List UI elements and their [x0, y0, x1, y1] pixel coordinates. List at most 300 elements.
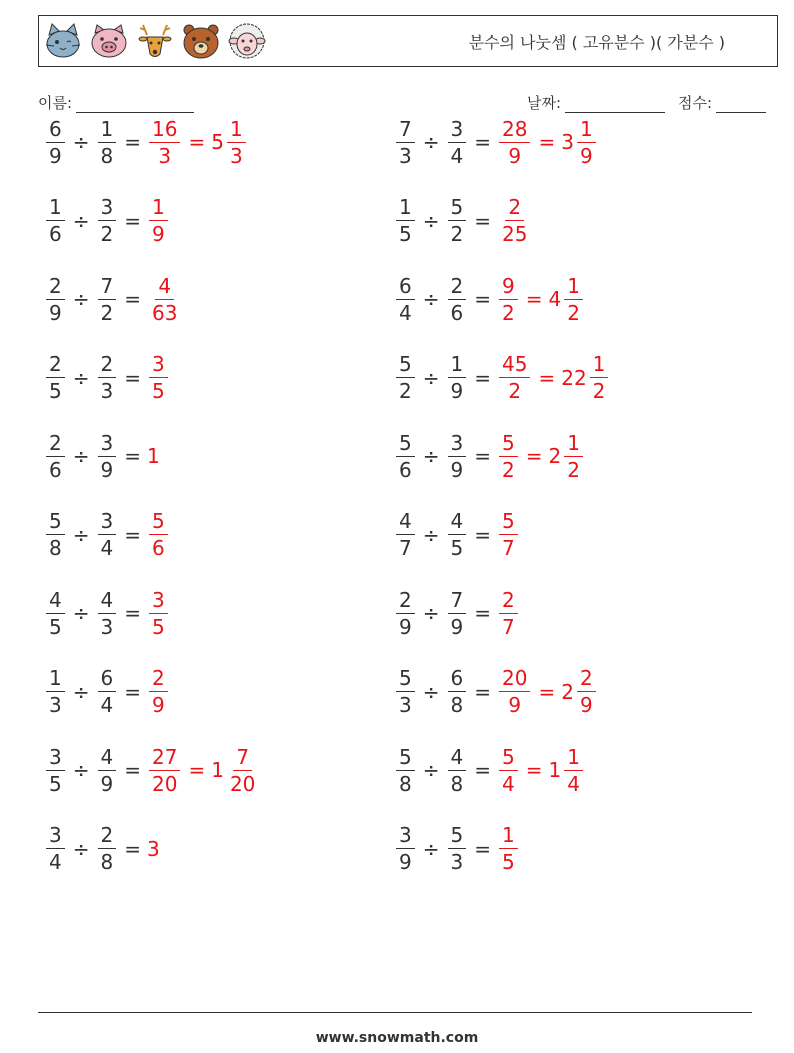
answer-fraction [499, 116, 530, 168]
dividend-fraction [46, 197, 65, 244]
numerator: 3 [46, 825, 65, 849]
dividend-fraction [46, 744, 65, 796]
numerator: 3 [448, 119, 467, 143]
problem-item [44, 583, 170, 643]
numerator: 7 [233, 747, 252, 771]
denominator: 5 [49, 379, 62, 403]
denominator: 2 [502, 457, 515, 482]
divisor-fraction [448, 197, 467, 244]
name-field [38, 92, 194, 113]
equals-sign: = [538, 679, 556, 704]
numerator: 6 [448, 668, 467, 692]
denominator: 5 [502, 850, 515, 874]
mixed-fraction [227, 744, 258, 796]
answer [147, 668, 170, 715]
problem-item [44, 505, 170, 565]
divisor-fraction [448, 511, 467, 558]
divide-sign: ÷ [72, 836, 90, 861]
dividend-fraction [46, 273, 65, 325]
problem-item [394, 191, 532, 251]
equals-sign: = [124, 287, 141, 311]
answer [497, 511, 520, 558]
worksheet-header [38, 15, 778, 67]
problem-item [44, 426, 160, 486]
numerator: 1 [564, 747, 583, 771]
answer-integer: 1 [147, 444, 160, 468]
divisor-fraction [448, 116, 467, 168]
denominator: 7 [502, 614, 515, 639]
answer [497, 197, 532, 244]
numerator: 1 [227, 119, 246, 143]
numerator: 2 [396, 590, 415, 614]
numerator: 4 [98, 590, 117, 614]
denominator: 8 [49, 536, 62, 560]
answer [147, 273, 182, 325]
dividend-fraction [396, 116, 415, 168]
numerator: 6 [98, 668, 117, 692]
cat-icon [43, 21, 83, 61]
date-blank[interactable] [565, 96, 665, 113]
equals-sign: = [124, 836, 141, 861]
equals-sign: = [474, 522, 491, 547]
worksheet-title: 분수의 나눗셈 ( 고유분수 )( 가분수 ) [468, 33, 725, 52]
numerator: 4 [448, 511, 467, 535]
numerator: 1 [149, 197, 168, 221]
denominator: 5 [152, 379, 165, 403]
divide-sign: ÷ [422, 444, 440, 468]
numerator: 28 [499, 119, 530, 143]
numerator: 2 [505, 197, 524, 221]
answer [497, 430, 585, 482]
problem-item [394, 740, 585, 800]
numerator: 4 [98, 747, 117, 771]
problem-item [44, 269, 182, 329]
problem-item [394, 112, 598, 172]
denominator: 8 [450, 693, 464, 717]
denominator: 2 [502, 300, 515, 325]
denominator: 3 [158, 143, 172, 168]
divisor-fraction [98, 744, 117, 796]
numerator: 16 [149, 119, 180, 143]
denominator: 9 [49, 300, 62, 325]
score-blank[interactable] [716, 96, 766, 113]
denominator: 9 [399, 850, 412, 874]
denominator: 8 [450, 771, 464, 796]
numerator: 5 [448, 197, 467, 221]
divisor-fraction [98, 511, 117, 558]
divide-sign: ÷ [422, 679, 440, 704]
denominator: 20 [152, 771, 178, 796]
divisor-fraction [448, 354, 467, 401]
denominator: 2 [567, 457, 580, 482]
numerator: 4 [448, 747, 467, 771]
dividend-fraction [396, 430, 415, 482]
numerator: 1 [499, 825, 518, 849]
problem-item [44, 112, 248, 172]
divisor-fraction [448, 744, 467, 796]
divide-sign: ÷ [422, 836, 440, 861]
problem-item [394, 662, 598, 722]
numerator: 5 [396, 747, 415, 771]
divide-sign: ÷ [72, 208, 90, 233]
mixed-whole: 5 [211, 130, 224, 154]
denominator: 9 [579, 143, 593, 168]
denominator: 3 [450, 850, 464, 874]
numerator: 2 [46, 354, 65, 378]
denominator: 2 [508, 379, 522, 403]
bear-icon [181, 21, 221, 61]
numerator: 5 [396, 354, 415, 378]
numerator: 5 [448, 825, 467, 849]
numerator: 5 [149, 511, 168, 535]
mixed-fraction [577, 668, 596, 715]
divisor-fraction [448, 825, 467, 872]
denominator: 8 [399, 771, 412, 796]
numerator: 3 [396, 825, 415, 849]
denominator: 5 [49, 771, 62, 796]
mixed-whole: 22 [561, 365, 587, 390]
denominator: 9 [100, 457, 114, 482]
denominator: 9 [152, 693, 165, 717]
equals-sign: = [474, 679, 491, 704]
divisor-fraction [98, 354, 117, 401]
denominator: 5 [450, 536, 464, 560]
divisor-fraction [448, 430, 467, 482]
divisor-fraction [98, 668, 117, 715]
reindeer-icon [135, 21, 175, 61]
divide-sign: ÷ [422, 287, 440, 311]
answer-fraction [499, 744, 518, 796]
divide-sign: ÷ [422, 522, 440, 547]
numerator: 1 [448, 354, 467, 378]
mixed-fraction [564, 744, 583, 796]
denominator: 20 [229, 771, 256, 796]
equals-sign: = [525, 287, 543, 311]
numerator: 2 [499, 590, 518, 614]
answer-fraction [149, 511, 168, 558]
mixed-fraction [564, 273, 583, 325]
divide-sign: ÷ [422, 758, 440, 782]
name-label: 이름: [38, 94, 73, 112]
denominator: 4 [100, 693, 114, 717]
divide-sign: ÷ [72, 444, 90, 468]
answer [497, 354, 610, 401]
answer [147, 354, 170, 401]
numerator: 7 [448, 590, 467, 614]
answer [497, 668, 598, 715]
equals-sign: = [474, 444, 491, 468]
denominator: 2 [100, 222, 114, 246]
equals-sign: = [124, 365, 141, 390]
numerator: 6 [46, 119, 65, 143]
divisor-fraction [98, 825, 117, 872]
denominator: 3 [100, 614, 114, 639]
divisor-fraction [98, 587, 117, 639]
answer-fraction [499, 273, 518, 325]
equals-sign: = [474, 130, 491, 154]
divide-sign: ÷ [422, 601, 440, 625]
numerator: 9 [499, 276, 518, 300]
denominator: 2 [592, 379, 606, 403]
mixed-fraction [564, 430, 583, 482]
denominator: 2 [450, 222, 464, 246]
equals-sign: = [538, 130, 556, 154]
numerator: 5 [396, 433, 415, 457]
divide-sign: ÷ [422, 365, 440, 390]
answer-fraction [499, 511, 518, 558]
numerator: 1 [46, 668, 65, 692]
dividend-fraction [46, 116, 65, 168]
problem-item [44, 191, 170, 251]
denominator: 6 [152, 536, 165, 560]
denominator: 5 [152, 614, 165, 639]
divisor-fraction [98, 197, 117, 244]
numerator: 1 [590, 354, 609, 378]
equals-sign: = [124, 758, 141, 782]
mixed-fraction [227, 116, 246, 168]
answer [147, 587, 170, 639]
mixed-whole: 1 [548, 758, 562, 782]
numerator: 3 [448, 433, 467, 457]
numerator: 4 [155, 276, 174, 300]
numerator: 5 [499, 747, 518, 771]
answer-fraction [499, 587, 518, 639]
answer-fraction [499, 197, 530, 244]
equals-sign: = [474, 601, 491, 625]
numerator: 6 [396, 276, 415, 300]
problem-item [394, 819, 520, 879]
mixed-whole: 3 [561, 130, 574, 154]
divisor-fraction [98, 116, 117, 168]
denominator: 9 [508, 693, 522, 717]
answer [497, 825, 520, 872]
answer [147, 444, 160, 468]
equals-sign: = [538, 365, 556, 390]
equals-sign: = [188, 758, 206, 782]
numerator: 5 [46, 511, 65, 535]
equals-sign: = [124, 130, 141, 154]
denominator: 7 [502, 536, 515, 560]
numerator: 2 [448, 276, 467, 300]
numerator: 1 [98, 119, 117, 143]
problem-item [394, 269, 585, 329]
dividend-fraction [396, 668, 415, 715]
footer-url: www.snowmath.com [315, 1030, 479, 1046]
equals-sign: = [188, 130, 206, 154]
denominator: 3 [399, 143, 412, 168]
denominator: 6 [49, 222, 62, 246]
problem-item [44, 740, 260, 800]
problem-item [394, 505, 520, 565]
numerator: 45 [499, 354, 530, 378]
answer [497, 587, 520, 639]
dividend-fraction [46, 430, 65, 482]
dividend-fraction [396, 587, 415, 639]
numerator: 3 [149, 354, 168, 378]
numerator: 5 [499, 433, 518, 457]
equals-sign: = [525, 758, 543, 782]
equals-sign: = [525, 444, 543, 468]
dividend-fraction [396, 511, 415, 558]
denominator: 9 [100, 771, 114, 796]
denominator: 4 [450, 143, 464, 168]
numerator: 3 [46, 747, 65, 771]
divide-sign: ÷ [72, 365, 90, 390]
answer [147, 837, 160, 861]
answer-fraction [149, 668, 168, 715]
answer-fraction [499, 825, 518, 872]
answer [147, 511, 170, 558]
divide-sign: ÷ [72, 287, 90, 311]
numerator: 5 [396, 668, 415, 692]
divide-sign: ÷ [72, 522, 90, 547]
numerator: 3 [149, 590, 168, 614]
numerator: 3 [98, 511, 117, 535]
denominator: 4 [399, 300, 412, 325]
divisor-fraction [98, 273, 117, 325]
denominator: 4 [100, 536, 114, 560]
numerator: 3 [98, 433, 117, 457]
equals-sign: = [124, 444, 141, 468]
answer-fraction [149, 273, 180, 325]
divide-sign: ÷ [72, 601, 90, 625]
problem-item [394, 348, 610, 408]
answer [497, 273, 585, 325]
numerator: 1 [577, 119, 596, 143]
mixed-whole: 1 [211, 758, 224, 782]
answer-fraction [149, 354, 168, 401]
answer-fraction [149, 587, 168, 639]
answer-fraction [499, 430, 518, 482]
answer [497, 744, 585, 796]
denominator: 3 [100, 379, 114, 403]
problem-item [394, 426, 585, 486]
name-blank[interactable] [76, 96, 194, 113]
denominator: 5 [399, 222, 412, 246]
dividend-fraction [396, 273, 415, 325]
sheep-icon [227, 21, 267, 61]
denominator: 4 [49, 850, 62, 874]
problem-item [44, 348, 170, 408]
denominator: 2 [100, 300, 114, 325]
denominator: 3 [49, 693, 62, 717]
mixed-whole: 4 [548, 287, 562, 311]
numerator: 20 [499, 668, 530, 692]
denominator: 4 [567, 771, 580, 796]
answer-fraction [149, 116, 180, 168]
divisor-fraction [98, 430, 117, 482]
denominator: 9 [508, 143, 522, 168]
denominator: 9 [450, 614, 464, 639]
numerator: 27 [149, 747, 180, 771]
numerator: 4 [396, 511, 415, 535]
dividend-fraction [396, 354, 415, 401]
answer-fraction [149, 197, 168, 244]
numerator: 7 [396, 119, 415, 143]
score-label: 점수: [678, 94, 713, 112]
answer-integer: 3 [147, 836, 160, 861]
numerator: 1 [46, 197, 65, 221]
equals-sign: = [124, 679, 141, 704]
dividend-fraction [46, 587, 65, 639]
dividend-fraction [46, 825, 65, 872]
denominator: 63 [152, 300, 178, 325]
equals-sign: = [124, 601, 141, 625]
denominator: 6 [399, 457, 412, 482]
animal-icons [43, 21, 267, 61]
divisor-fraction [448, 668, 467, 715]
denominator: 8 [100, 143, 114, 168]
numerator: 7 [98, 276, 117, 300]
numerator: 2 [149, 668, 168, 692]
numerator: 1 [564, 276, 583, 300]
dividend-fraction [396, 744, 415, 796]
denominator: 3 [229, 143, 243, 168]
numerator: 2 [577, 668, 596, 692]
denominator: 3 [399, 693, 412, 717]
denominator: 2 [567, 300, 580, 325]
answer [147, 116, 248, 168]
answer-fraction [499, 354, 530, 401]
divide-sign: ÷ [72, 130, 90, 154]
numerator: 5 [499, 511, 518, 535]
date-label: 날짜: [527, 94, 562, 112]
mixed-whole: 2 [561, 679, 574, 704]
dividend-fraction [396, 197, 415, 244]
dividend-fraction [46, 668, 65, 715]
divisor-fraction [448, 273, 467, 325]
equals-sign: = [124, 208, 141, 233]
answer-fraction [499, 668, 530, 715]
numerator: 1 [564, 433, 583, 457]
equals-sign: = [124, 522, 141, 547]
numerator: 2 [46, 433, 65, 457]
problem-item [44, 819, 160, 879]
dividend-fraction [46, 354, 65, 401]
denominator: 9 [399, 614, 412, 639]
denominator: 6 [450, 300, 464, 325]
denominator: 4 [502, 771, 515, 796]
dividend-fraction [396, 825, 415, 872]
denominator: 9 [450, 379, 464, 403]
equals-sign: = [474, 287, 491, 311]
divide-sign: ÷ [72, 758, 90, 782]
denominator: 9 [49, 143, 62, 168]
numerator: 2 [98, 354, 117, 378]
numerator: 4 [46, 590, 65, 614]
answer [147, 197, 170, 244]
date-field [527, 92, 665, 113]
answer-fraction [149, 744, 180, 796]
denominator: 25 [502, 222, 528, 246]
numerator: 1 [396, 197, 415, 221]
answer [147, 744, 260, 796]
mixed-whole: 2 [548, 444, 562, 468]
denominator: 9 [152, 222, 165, 246]
divide-sign: ÷ [72, 679, 90, 704]
numerator: 3 [98, 197, 117, 221]
footer-divider [38, 1012, 752, 1013]
problem-item [394, 583, 520, 643]
denominator: 6 [49, 457, 62, 482]
denominator: 9 [450, 457, 464, 482]
denominator: 5 [49, 614, 62, 639]
problem-item [44, 662, 170, 722]
equals-sign: = [474, 836, 491, 861]
denominator: 7 [399, 536, 412, 560]
score-field [678, 92, 766, 113]
answer [497, 116, 598, 168]
